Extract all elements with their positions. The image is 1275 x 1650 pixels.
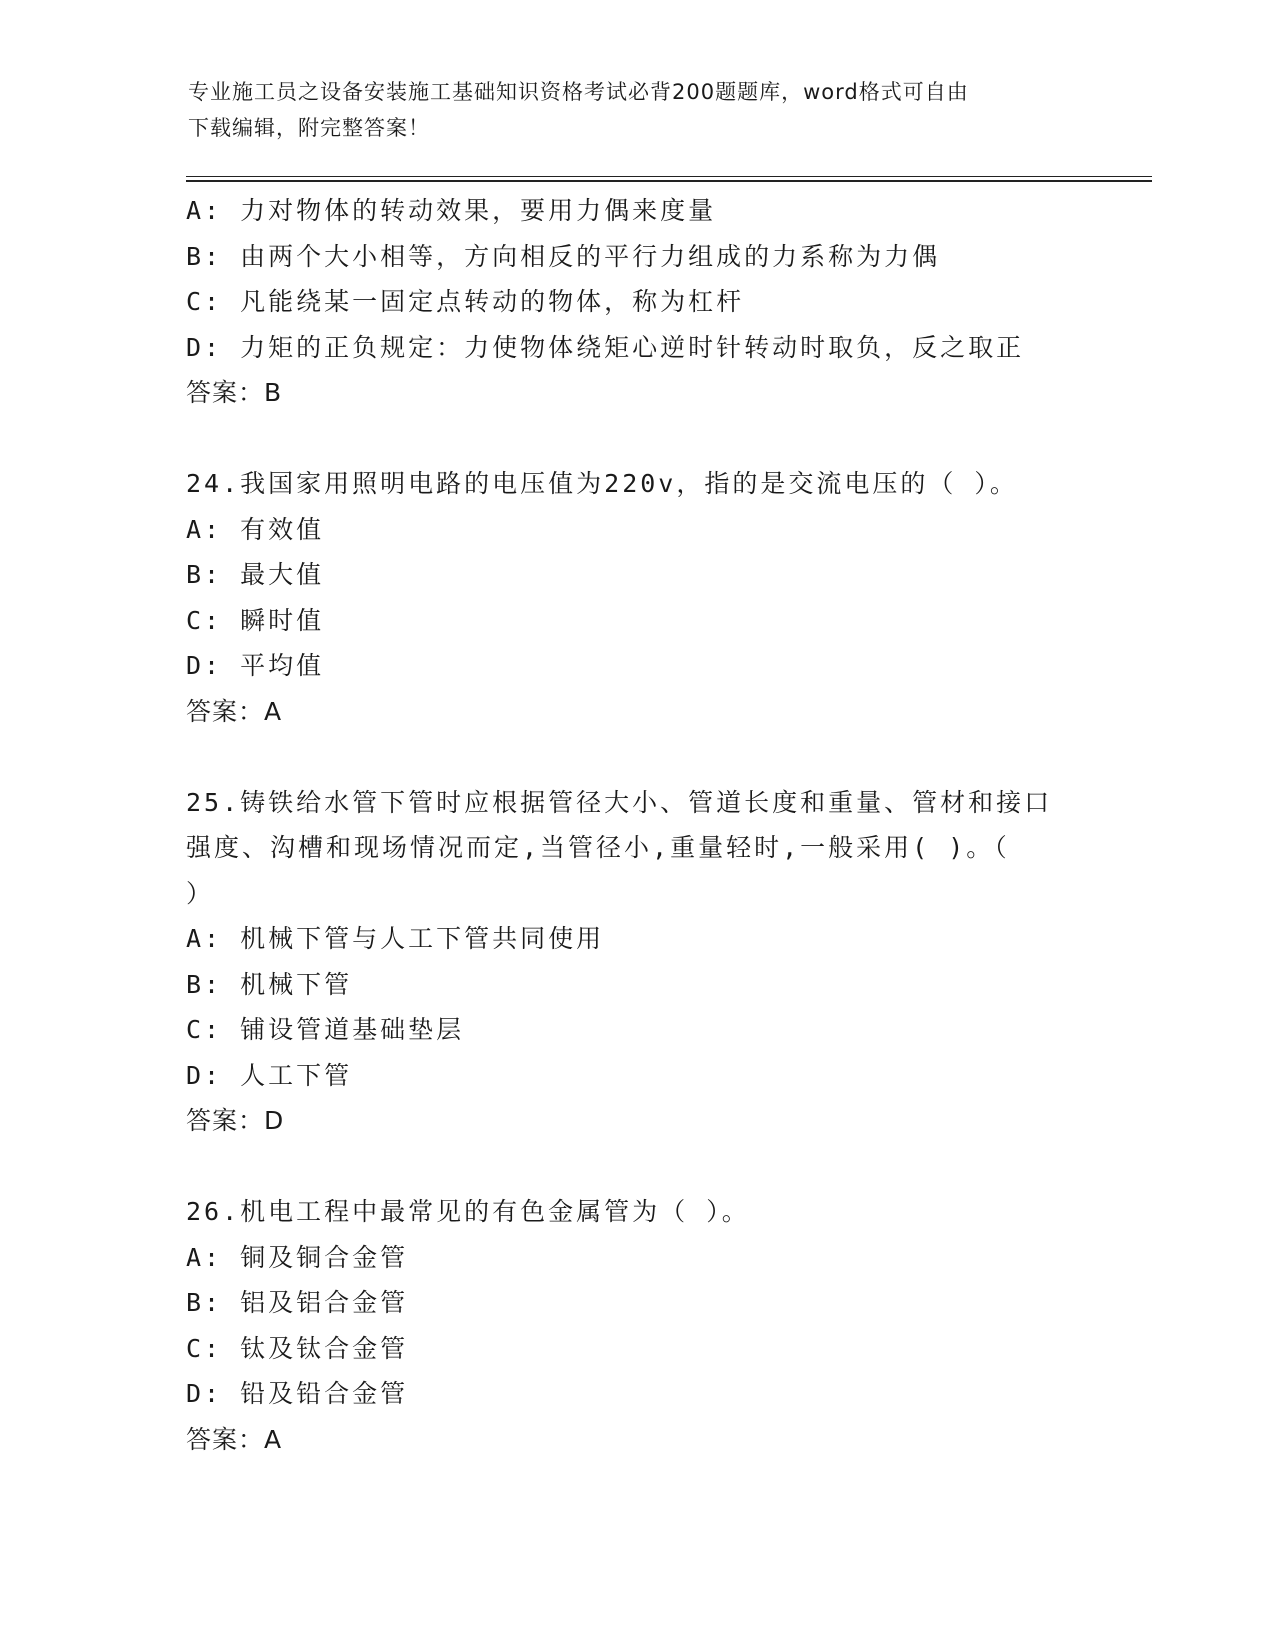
answer-line: 答案：A: [186, 696, 283, 726]
question-stem-line-3: ）: [186, 878, 215, 908]
header-divider-thin: [186, 176, 1152, 177]
question-list: [186, 188, 1106, 1462]
option-a: A: 铜及铜合金管: [186, 1242, 409, 1272]
option-b: B: 机械下管: [186, 969, 353, 999]
option-b: B: 由两个大小相等，方向相反的平行力组成的力系称为力偶: [186, 241, 941, 271]
option-d: D: 力矩的正负规定：力使物体绕矩心逆时针转动时取负，反之取正: [186, 332, 1025, 362]
option-c: C: 铺设管道基础垫层: [186, 1015, 465, 1044]
option-d: D: 铅及铅合金管: [186, 1379, 409, 1408]
question-stem: 26.机电工程中最常见的有色金属管为（ ）。: [186, 1197, 750, 1226]
spacer: [186, 1144, 1106, 1190]
spacer: [186, 416, 1106, 462]
option-a: A: 有效值: [186, 514, 325, 544]
question-block-26: [186, 1189, 1106, 1462]
question-block-23: [186, 188, 1106, 416]
option-a: A: 力对物体的转动效果，要用力偶来度量: [186, 196, 717, 225]
question-stem: 24.我国家用照明电路的电压值为220v，指的是交流电压的（ ）。: [186, 469, 1018, 498]
option-d: D: 人工下管: [186, 1060, 353, 1090]
header-title-line-1: 专业施工员之设备安装施工基础知识资格考试必背200题题库，word格式可自由: [188, 80, 969, 104]
option-c: C: 瞬时值: [186, 605, 325, 635]
question-block-25: [186, 780, 1106, 1144]
answer-line: 答案：A: [186, 1424, 283, 1454]
option-a: A: 机械下管与人工下管共同使用: [186, 924, 605, 953]
question-stem-line-2: 强度、沟槽和现场情况而定,当管径小,重量轻时,一般采用( )。（: [186, 833, 1010, 862]
header-divider-thick: [186, 180, 1152, 182]
answer-line: 答案：D: [186, 1106, 285, 1135]
question-block-24: [186, 461, 1106, 734]
option-c: C: 钛及钛合金管: [186, 1333, 409, 1363]
document-header: [188, 74, 1068, 146]
spacer: [186, 734, 1106, 780]
answer-line: 答案：B: [186, 378, 283, 407]
option-d: D: 平均值: [186, 651, 325, 680]
option-b: B: 铝及铝合金管: [186, 1288, 409, 1317]
header-title-line-2: 下载编辑，附完整答案！: [188, 116, 430, 140]
option-b: B: 最大值: [186, 560, 325, 589]
question-stem-line-1: 25.铸铁给水管下管时应根据管径大小、管道长度和重量、管材和接口: [186, 787, 1053, 817]
option-c: C: 凡能绕某一固定点转动的物体，称为杠杆: [186, 287, 745, 316]
